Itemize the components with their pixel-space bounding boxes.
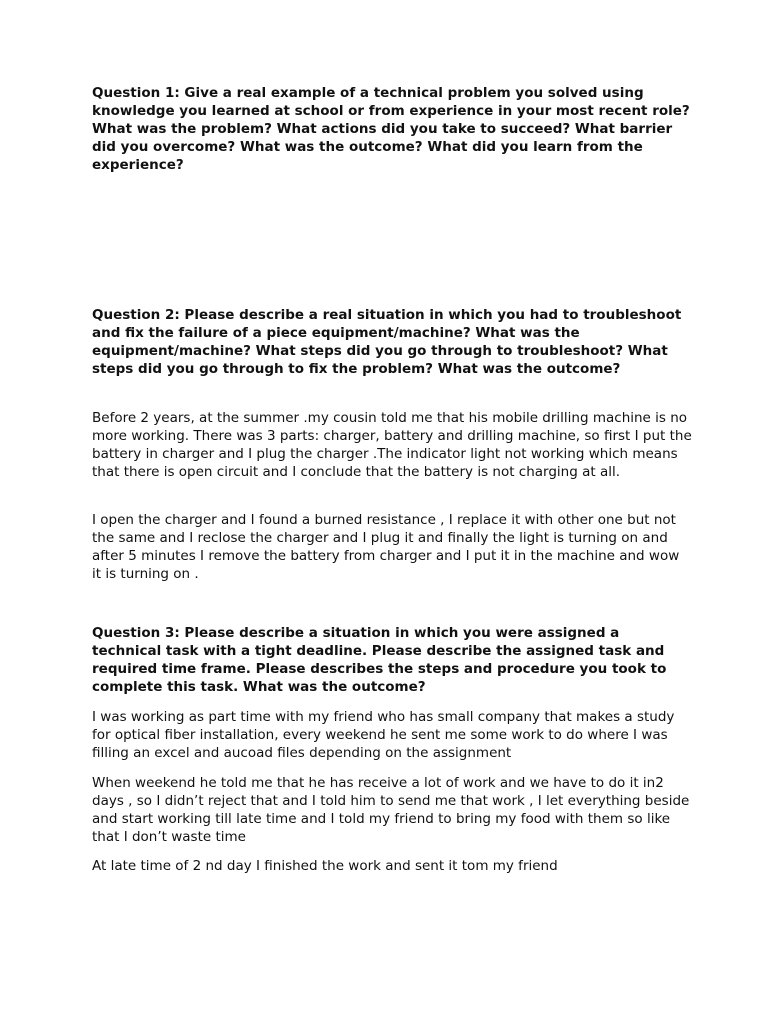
question-3-answer-paragraph-3: At late time of 2 nd day I finished the work and sent it tom my friend — [92, 858, 558, 874]
question-2-answer-paragraph-2: I open the charger and I found a burned resistance , I replace it with other one but not the same and I reclose the charger and I plug it and finally the light is turning on and after 5 minutes I remove the battery from charger and I put it in the machine and wow it is turning on . — [92, 512, 680, 582]
question-2-heading: Question 2: Please describe a real situation in which you had to troubleshoot and fix the failure of a piece equipment/machine? What was the equipment/machine? What steps did you go through to troubleshoot? What steps did you go through to fix the problem? What was the outcome? — [92, 307, 682, 377]
question-3-heading: Question 3: Please describe a situation in which you were assigned a technical task with a tight deadline. Please describe the assigned task and required time frame. Please describes the steps and procedure you took to complete this task. What was the outcome? — [92, 625, 667, 695]
question-3-answer-paragraph-1: I was working as part time with my friend who has small company that makes a study for optical fiber installation, every weekend he sent me some work to do where I was filling an excel and aucoad files depending on the assignment — [92, 709, 675, 761]
question-2-answer-paragraph-1: Before 2 years, at the summer .my cousin told me that his mobile drilling machine is no more working. There was 3 parts: charger, battery and drilling machine, so first I put the battery in charger and I plug the charger .The indicator light not working which means that there is open circuit and I conclude that the battery is not charging at all. — [92, 410, 692, 480]
question-3-answer-paragraph-2: When weekend he told me that he has receive a lot of work and we have to do it in2 days , so I didn’t reject that and I told him to send me that work , I let everything beside and start working till late time and I told my friend to bring my food with them so like that I don’t waste time — [92, 775, 690, 845]
question-1-heading: Question 1: Give a real example of a technical problem you solved using knowledge you learned at school or from experience in your most recent role? What was the problem? What actions did you take to succeed? What barrier did you overcome? What was the outcome? What did you learn from the experience? — [92, 85, 690, 173]
